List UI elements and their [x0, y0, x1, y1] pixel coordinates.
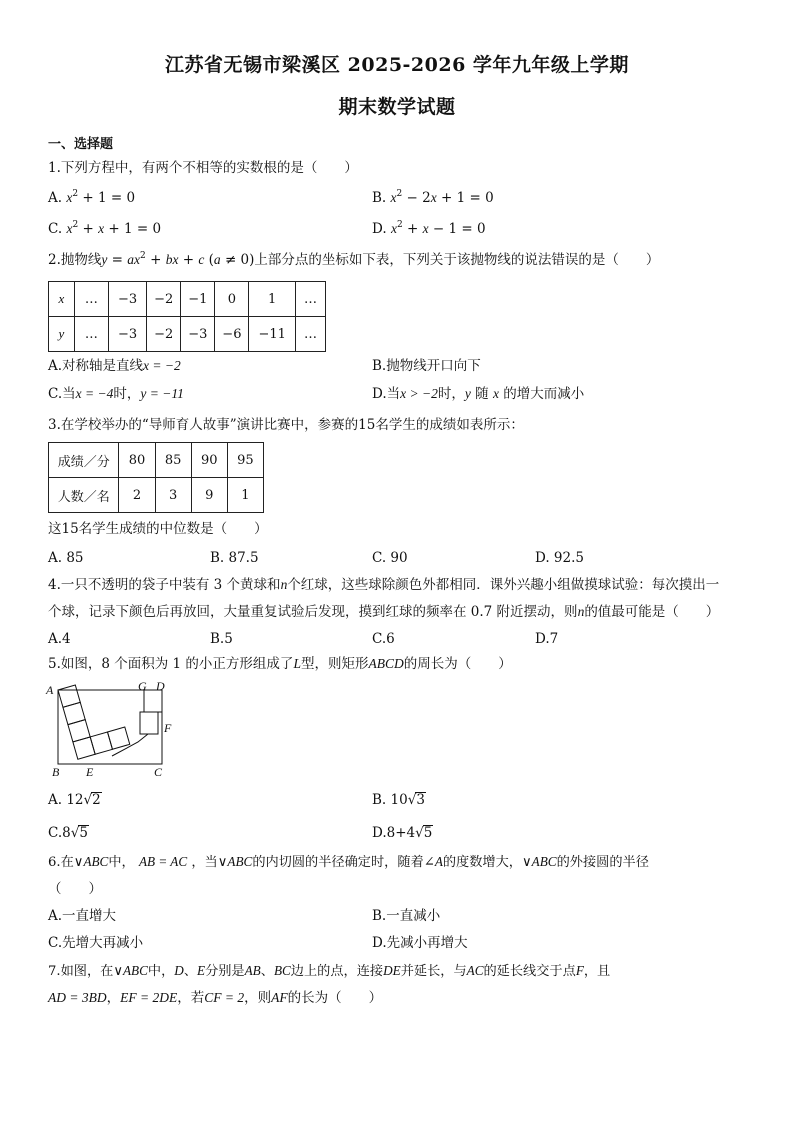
q2-table: [48, 281, 326, 352]
table-cell: y: [49, 317, 75, 352]
table-cell: 95: [227, 443, 263, 478]
q6-option-d: D.先减小再增大: [372, 935, 468, 951]
l-shape-squares-right: [112, 690, 162, 756]
q1-option-c: C. $x^2 + x + 1 = 0$: [48, 220, 162, 237]
table-cell: 1: [227, 478, 263, 513]
table-cell: …: [74, 282, 108, 317]
table-cell: 9: [191, 478, 227, 513]
q2-stem: 2.抛物线$y = ax^2$ + bx + c (a ≠ 0)上部分点的坐标如下表，下列关于该抛物线的说法错误的是（ ）: [48, 251, 660, 268]
table-cell: 人数／名: [49, 478, 119, 513]
q5-stem: 5.如图，8 个面积为 1 的小正方形组成了L型，则矩形ABCD的周长为（ ）: [48, 656, 512, 672]
table-cell: −2: [147, 282, 181, 317]
label-d: D: [156, 680, 165, 693]
l-shape-squares-left: [58, 680, 130, 759]
q5-option-d: D.8+4√5: [372, 825, 433, 841]
q3-after: 这15名学生成绩的中位数是（ ）: [48, 521, 268, 537]
q7-line1: 7.如图，在∨ABC中，D、E分别是AB、BC边上的点，连接DE并延长，与AC的延长线交于点F，且: [48, 963, 611, 979]
q6-option-b: B.一直减小: [372, 908, 441, 924]
label-b: B: [52, 765, 60, 779]
table-cell: −3: [108, 282, 146, 317]
table-cell: −6: [215, 317, 249, 352]
q5-figure: [44, 680, 179, 780]
q5-option-b: B. 10√3: [372, 792, 425, 808]
q4-option-b: B.5: [210, 631, 233, 647]
q2-option-a: A.对称轴是直线x = −2: [48, 358, 181, 374]
q6-option-c: C.先增大再减小: [48, 935, 144, 951]
q2-option-b: B.抛物线开口向下: [372, 358, 481, 374]
table-cell: 90: [191, 443, 227, 478]
q3-option-d: D. 92.5: [535, 550, 584, 566]
table-cell: 1: [249, 282, 296, 317]
q1-option-a: A. $x^2 + 1 = 0$: [48, 189, 136, 206]
q4-line2: 个球，记录下颜色后再放回，大量重复试验后发现，摸到红球的频率在 0.7 附近摆动，则n的值最可能是（ ）: [48, 604, 720, 620]
table-cell: −1: [181, 282, 215, 317]
table-cell: 80: [119, 443, 155, 478]
q6-option-a: A.一直增大: [48, 908, 117, 924]
table-cell: …: [74, 317, 108, 352]
table-cell: …: [295, 317, 325, 352]
table-cell: −3: [108, 317, 146, 352]
exam-title-line1: 江苏省无锡市梁溪区 2025-2026 学年九年级上学期: [165, 54, 629, 76]
table-cell: …: [295, 282, 325, 317]
q5-option-c: C.8√5: [48, 825, 88, 841]
q3-option-b: B. 87.5: [210, 550, 259, 566]
table-row: [49, 317, 326, 352]
table-cell: 85: [155, 443, 191, 478]
table-cell: −3: [181, 317, 215, 352]
table-cell: 成绩／分: [49, 443, 119, 478]
table-row: [49, 443, 264, 478]
q3-table: [48, 442, 264, 513]
table-cell: 2: [119, 478, 155, 513]
q3-option-a: A. 85: [48, 550, 84, 566]
q2-option-d: D.当x > −2时，y 随 x 的增大而减小: [372, 386, 585, 402]
rectangle-abcd: [58, 690, 162, 764]
q4-line1: 4.一只不透明的袋子中装有 3 个黄球和n个红球，这些球除颜色外都相同．课外兴趣小组做摸球试验：每次摸出一: [48, 577, 720, 593]
q3-stem: 3.在学校举办的“导师育人故事”演讲比赛中，参赛的15名学生的成绩如表所示：: [48, 417, 524, 433]
table-cell: 3: [155, 478, 191, 513]
q2-option-c: C.当x = −4时，y = −11: [48, 386, 184, 402]
table-cell: x: [49, 282, 75, 317]
exam-title-line2: 期末数学试题: [338, 96, 456, 118]
q6-line1: 6.在∨ABC中， AB = AC ，当∨ABC的内切圆的半径确定时，随着∠A的度数增大，∨ABC的外接圆的半径: [48, 854, 649, 870]
q7-line2: AD = 3BD，EF = 2DE，若CF = 2，则AF的长为（ ）: [48, 990, 383, 1006]
q4-option-d: D.7: [535, 631, 559, 647]
q4-option-c: C.6: [372, 631, 395, 647]
table-row: [49, 282, 326, 317]
table-cell: −11: [249, 317, 296, 352]
q1-stem: 1.下列方程中，有两个不相等的实数根的是（ ）: [48, 160, 358, 176]
table-row: [49, 478, 264, 513]
q1-option-b: B. $x^2 - 2x + 1 = 0$: [372, 189, 494, 206]
label-a: A: [46, 683, 54, 697]
label-e: E: [86, 765, 94, 779]
label-c: C: [154, 765, 163, 779]
section-heading: 一、选择题: [48, 137, 114, 152]
label-g: G: [138, 680, 147, 693]
q4-option-a: A.4: [48, 631, 71, 647]
q3-option-c: C. 90: [372, 550, 408, 566]
q6-line2: （ ）: [48, 881, 102, 897]
table-cell: −2: [147, 317, 181, 352]
q1-option-d: D. $x^2 + x - 1 = 0$: [372, 220, 486, 237]
q5-option-a: A. 12√2: [48, 792, 101, 808]
table-cell: 0: [215, 282, 249, 317]
label-f: F: [164, 721, 172, 735]
